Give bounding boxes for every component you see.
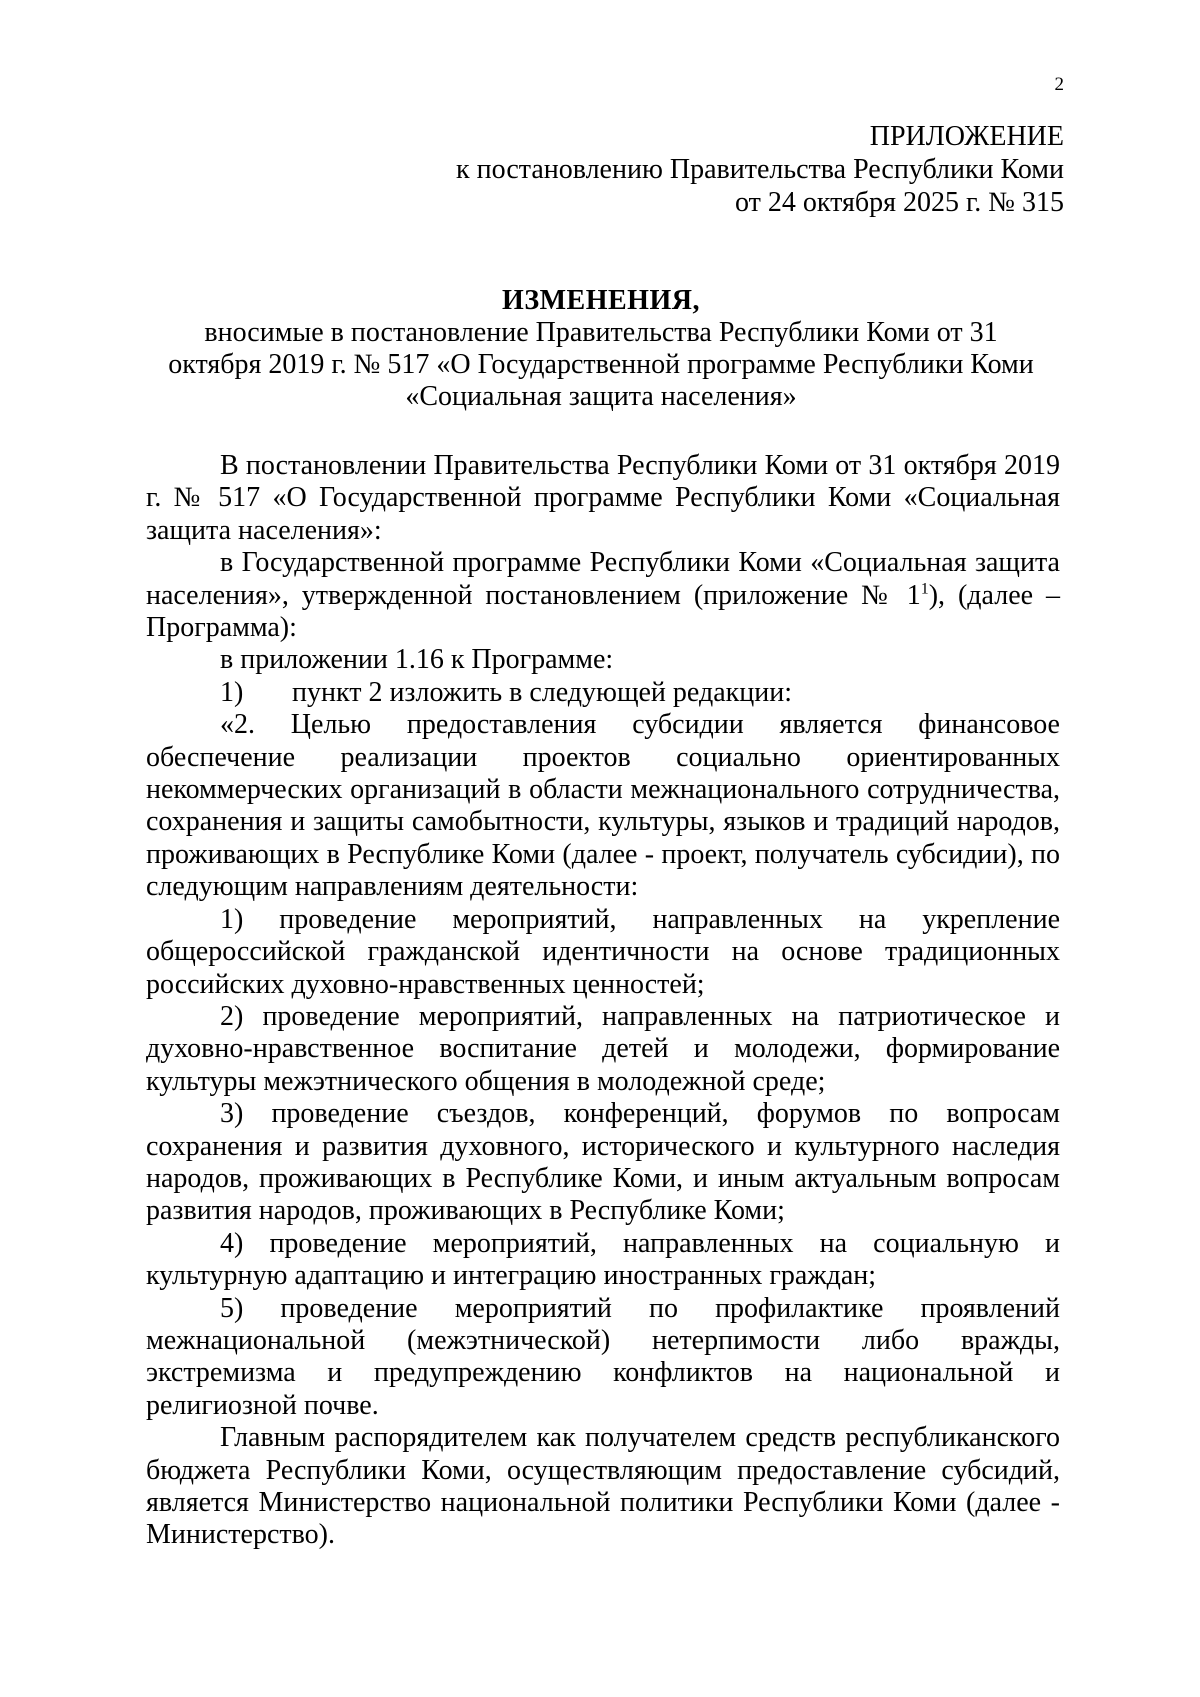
- paragraph-direction-5: 5) проведение мероприятий по профилактике проявлений межнациональной (межэтнической) нетерпимости либо вражды, экстремизма и предупреждению конфликтов на национальной и религиозной почве.: [146, 1292, 1060, 1421]
- paragraph-program-text: в Государственной программе Республики Коми «Социальная защита населения», утвержденной постановлением (приложение № 1: [146, 547, 1060, 611]
- paragraph-direction-2: 2) проведение мероприятий, направленных на патриотическое и духовно-нравственное воспитание детей и молодежи, формирование культуры межэтнического общения в молодежной среде;: [146, 1000, 1060, 1097]
- paragraph-direction-3: 3) проведение съездов, конференций, форумов по вопросам сохранения и развития духовного, исторического и культурного наследия народов, проживающих в Республике Коми, и иным актуальным вопросам развития народов, проживающих в Республике Коми;: [146, 1098, 1060, 1227]
- item-number: 1): [220, 676, 244, 708]
- document-body: [146, 450, 1060, 1552]
- paragraph-appendix: в приложении 1.16 к Программе:: [220, 644, 614, 676]
- document-subtitle: вносимые в постановление Правительства Республики Коми от 31 октября 2019 г. № 517 «О Государственной программе Республики Коми «Социальная защита населения»: [168, 317, 1034, 412]
- paragraph-program: [146, 547, 1060, 644]
- appendix-reference: к постановлению Правительства Республики Коми: [456, 154, 1064, 185]
- item-text: пункт 2 изложить в следующей редакции:: [292, 676, 792, 708]
- paragraph-program-text-end: ), (далее – Программа):: [146, 579, 1060, 644]
- appendix-header: [456, 120, 1064, 219]
- paragraph-main-administrator: Главным распорядителем как получателем средств республиканского бюджета Республики Коми, осуществляющим предоставление субсидий, является Министерство национальной политики Республики Коми (далее - Министерство).: [146, 1422, 1060, 1551]
- document-title-block: [146, 285, 1056, 413]
- paragraph-point-2: «2. Целью предоставления субсидии является финансовое обеспечение реализации проектов социально ориентированных некоммерческих организаций в области межнационального сотрудничества, сохранения и защиты самобытности, культуры, языков и традиций народов, проживающих в Республике Коми (далее - проект, получатель субсидии), по следующим направлениям деятельности:: [146, 709, 1060, 903]
- paragraph-direction-4: 4) проведение мероприятий, направленных на социальную и культурную адаптацию и интеграцию иностранных граждан;: [146, 1227, 1060, 1292]
- paragraph-direction-1: 1) проведение мероприятий, направленных на укрепление общероссийской гражданской идентичности на основе традиционных российских духовно-нравственных ценностей;: [146, 903, 1060, 1000]
- paragraph-item-1: [146, 677, 1060, 709]
- appendix-date: от 24 октября 2025 г. № 315: [734, 187, 1064, 218]
- superscript: 1: [920, 580, 929, 598]
- page-number: 2: [1054, 74, 1064, 95]
- document-title: ИЗМЕНЕНИЯ,: [502, 285, 700, 316]
- paragraph-intro: В постановлении Правительства Республики Коми от 31 октября 2019 г. № 517 «О Государственной программе Республики Коми «Социальная защита населения»:: [146, 450, 1060, 546]
- appendix-title: ПРИЛОЖЕНИЕ: [869, 121, 1064, 152]
